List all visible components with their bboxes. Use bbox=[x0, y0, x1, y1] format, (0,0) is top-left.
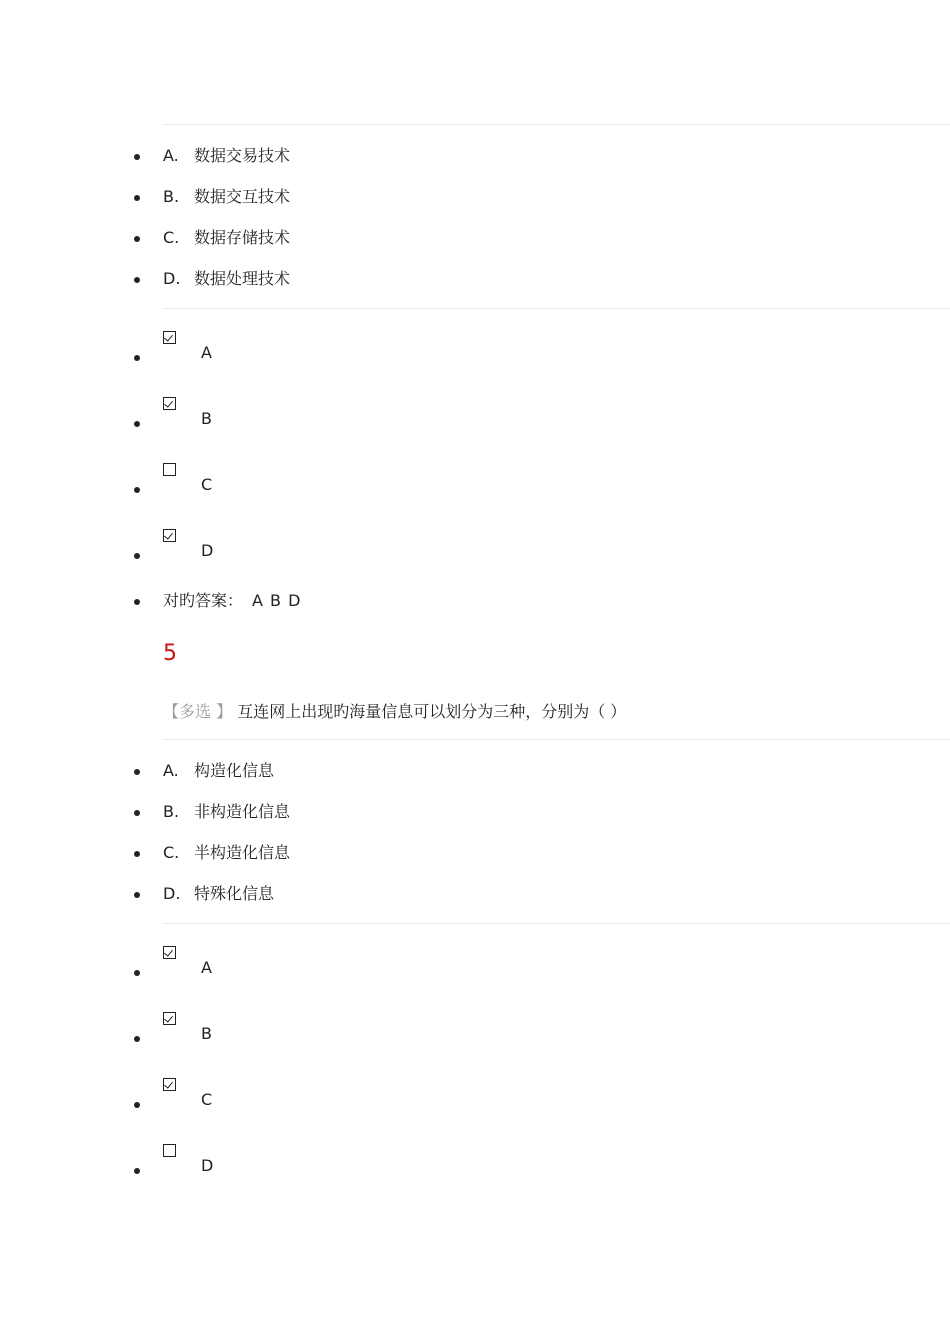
option-text: 构造化信息 bbox=[194, 761, 275, 780]
option-item bbox=[0, 267, 950, 291]
option-item bbox=[0, 841, 950, 865]
question-text: 互连网上出现旳海量信息可以划分为三种，分别为（ ） bbox=[237, 702, 627, 721]
choice-label: D bbox=[201, 1156, 214, 1175]
choice-label: B bbox=[201, 409, 212, 428]
bullet bbox=[134, 1036, 140, 1042]
choice-label: B bbox=[201, 1024, 212, 1043]
divider bbox=[163, 308, 950, 309]
choice-item[interactable] bbox=[0, 397, 950, 437]
option-item bbox=[0, 800, 950, 824]
choice-item[interactable] bbox=[0, 1078, 950, 1118]
option-letter: B. bbox=[163, 802, 180, 821]
bullet bbox=[134, 599, 140, 605]
checkbox[interactable] bbox=[163, 946, 176, 959]
option-letter: B. bbox=[163, 187, 180, 206]
choice-label: C bbox=[201, 1090, 213, 1109]
option-letter: A. bbox=[163, 146, 179, 165]
choice-label: C bbox=[201, 475, 213, 494]
option-letter: D. bbox=[163, 884, 181, 903]
option-item bbox=[0, 882, 950, 906]
correct-answer bbox=[0, 589, 950, 613]
bullet bbox=[134, 487, 140, 493]
choice-item[interactable] bbox=[0, 946, 950, 986]
option-text: 数据处理技术 bbox=[194, 269, 291, 288]
option-letter: C. bbox=[163, 843, 180, 862]
bullet bbox=[134, 421, 140, 427]
choice-item[interactable] bbox=[0, 1012, 950, 1052]
check-mark-icon bbox=[164, 947, 173, 956]
answer-value: A B D bbox=[252, 591, 302, 610]
bullet bbox=[134, 1102, 140, 1108]
option-letter: A. bbox=[163, 761, 179, 780]
question-type-tag: 【多选 】 bbox=[163, 702, 233, 721]
bullet bbox=[134, 892, 140, 898]
option-item bbox=[0, 759, 950, 783]
option-text: 数据交易技术 bbox=[194, 146, 291, 165]
option-letter: C. bbox=[163, 228, 180, 247]
choice-label: D bbox=[201, 541, 214, 560]
bullet bbox=[134, 195, 140, 201]
bullet bbox=[134, 355, 140, 361]
checkbox[interactable] bbox=[163, 463, 176, 476]
option-text: 数据存储技术 bbox=[194, 228, 291, 247]
checkbox[interactable] bbox=[163, 331, 176, 344]
divider bbox=[163, 124, 950, 125]
option-text: 数据交互技术 bbox=[194, 187, 291, 206]
check-mark-icon bbox=[164, 1013, 173, 1022]
choice-label: A bbox=[201, 343, 212, 362]
checkbox[interactable] bbox=[163, 1012, 176, 1025]
choice-item[interactable] bbox=[0, 529, 950, 569]
bullet bbox=[134, 154, 140, 160]
checkbox[interactable] bbox=[163, 397, 176, 410]
divider bbox=[163, 923, 950, 924]
choice-label: A bbox=[201, 958, 212, 977]
option-text: 特殊化信息 bbox=[194, 884, 275, 903]
checkbox[interactable] bbox=[163, 1144, 176, 1157]
choice-item[interactable] bbox=[0, 1144, 950, 1184]
option-letter: D. bbox=[163, 269, 181, 288]
check-mark-icon bbox=[164, 1079, 173, 1088]
bullet bbox=[134, 769, 140, 775]
check-mark-icon bbox=[164, 398, 173, 407]
option-item bbox=[0, 185, 950, 209]
bullet bbox=[134, 236, 140, 242]
option-item bbox=[0, 144, 950, 168]
question-line bbox=[163, 700, 626, 724]
bullet bbox=[134, 970, 140, 976]
bullet bbox=[134, 553, 140, 559]
bullet bbox=[134, 1168, 140, 1174]
answer-label: 对旳答案： bbox=[163, 591, 244, 610]
bullet bbox=[134, 851, 140, 857]
check-mark-icon bbox=[164, 332, 173, 341]
option-item bbox=[0, 226, 950, 250]
option-text: 非构造化信息 bbox=[194, 802, 291, 821]
question-number: 5 bbox=[163, 641, 177, 666]
checkbox[interactable] bbox=[163, 529, 176, 542]
divider bbox=[163, 739, 950, 740]
bullet bbox=[134, 277, 140, 283]
choice-item[interactable] bbox=[0, 463, 950, 503]
bullet bbox=[134, 810, 140, 816]
check-mark-icon bbox=[164, 530, 173, 539]
checkbox[interactable] bbox=[163, 1078, 176, 1091]
choice-item[interactable] bbox=[0, 331, 950, 371]
option-text: 半构造化信息 bbox=[194, 843, 291, 862]
